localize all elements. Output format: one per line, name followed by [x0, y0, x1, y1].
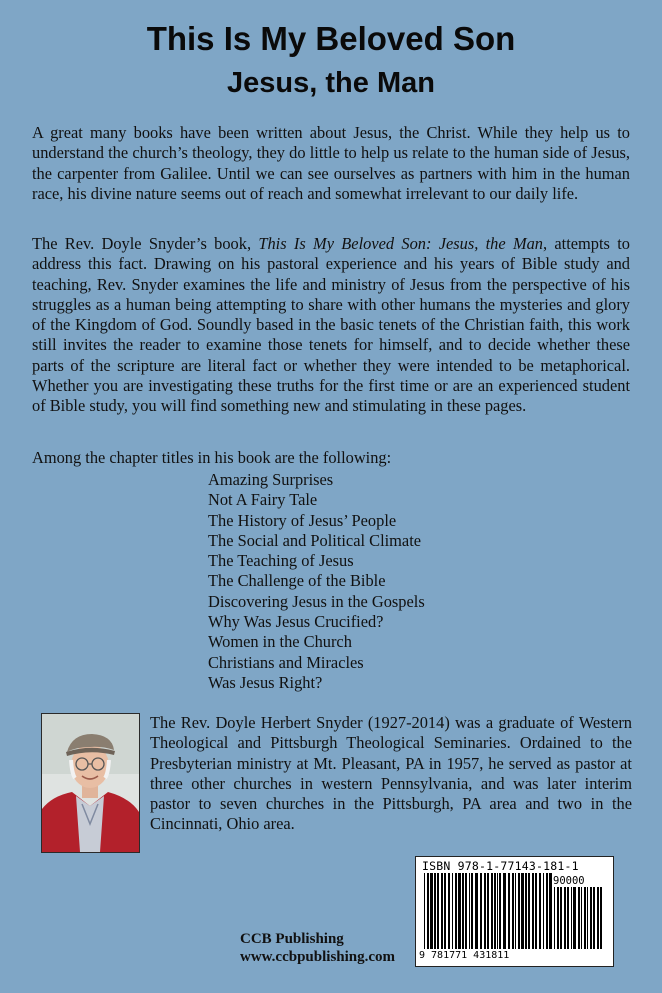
chapter-item: Amazing Surprises	[208, 470, 334, 489]
author-portrait-image	[42, 714, 139, 852]
barcode-stripe	[471, 873, 473, 949]
barcode-stripe	[593, 887, 595, 949]
barcode-stripe	[515, 873, 516, 949]
barcode-stripe	[549, 873, 552, 949]
barcode-stripe	[567, 887, 569, 949]
barcode-stripe	[564, 887, 566, 949]
barcode-stripe	[571, 887, 572, 949]
barcode-stripe	[503, 873, 506, 949]
barcode-stripe	[434, 873, 436, 949]
author-photo	[41, 713, 140, 853]
publisher-website: www.ccbpublishing.com	[240, 949, 396, 965]
barcode-stripe	[458, 873, 461, 949]
barcode-stripe	[512, 873, 514, 949]
barcode-stripe	[494, 873, 496, 949]
barcode-stripe	[427, 873, 429, 949]
chapter-item: Was Jesus Right?	[208, 672, 323, 692]
barcode-stripe	[491, 873, 493, 949]
barcode-stripe	[600, 887, 602, 949]
barcode-stripe	[452, 873, 453, 949]
barcode-stripe	[525, 873, 527, 949]
chapter-item: The History of Jesus’ People	[208, 510, 397, 530]
chapter-item: Not A Fairy Tale	[208, 490, 318, 510]
chapter-item: Why Was Jesus Crucified?	[208, 612, 384, 632]
barcode-stripe	[430, 873, 433, 949]
barcode-bars	[424, 873, 554, 949]
paragraph-2-rest: , attempts to address this fact. Drawing on his pastoral experience and his years of Bible study and teaching, Rev. Snyder examines the life and ministry of Jesus from the perspective of his struggles as a human being attempting to share with other humans the mysteries and glory of the Kingdom of God. Soundly based in the basic tenets of the Christian faith, this work still invites the reader to examine those tenets for himself, and to decide whether these parts of the scripture are literal fact or whether they were intended to be metaphorical. Whether you are investigating these truths for the first time or are an experienced student of Bible study, you will find something new and stimulating in these pages.	[32, 234, 630, 416]
barcode-stripe	[487, 873, 489, 949]
chapters-intro: Among the chapter titles in his book are the following:	[32, 448, 392, 467]
publisher-name: CCB Publishing	[240, 931, 344, 947]
author-bio: The Rev. Doyle Herbert Snyder (1927-2014) was a graduate of Western Theological and Pittsburgh Theological Seminaries. Ordained to the Presbyterian ministry at Mt. Pleasant, PA in 1957, he served as pastor at three other churches in western Pennsylvania, and was later interim pastor to seven churches in the Pittsburgh, PA area and two in the Cincinnati, Ohio area.	[150, 713, 632, 834]
isbn-barcode	[415, 856, 614, 967]
barcode-stripe	[587, 887, 588, 949]
barcode-stripe	[557, 887, 559, 949]
barcode-stripe	[518, 873, 520, 949]
barcode-stripe	[465, 873, 467, 949]
barcode-stripe	[469, 873, 470, 949]
barcode-stripe	[532, 873, 534, 949]
barcode-stripe	[444, 873, 446, 949]
barcode-digits: 9 781771 431811	[419, 950, 510, 961]
description-paragraph-2	[32, 234, 630, 417]
paragraph-2-prefix: The Rev. Doyle Snyder’s book,	[32, 234, 259, 253]
description-paragraph-1: A great many books have been written about Jesus, the Christ. While they help us to understand the church’s theology, they do little to help us relate to the human side of Jesus, the carpenter from Galilee. Until we can see ourselves as partners with him in the human race, his divine nature seems out of reach and somewhat irrelevant to our daily life.	[32, 123, 630, 203]
barcode-stripe	[584, 887, 586, 949]
barcode-stripe	[441, 873, 443, 949]
barcode-stripe	[560, 887, 562, 949]
barcode-stripe	[462, 873, 464, 949]
chapter-item: The Challenge of the Bible	[208, 571, 386, 591]
barcode-stripe	[455, 873, 457, 949]
barcode-stripe	[554, 887, 555, 949]
barcode-stripe	[521, 873, 524, 949]
chapter-item: Women in the Church	[208, 632, 352, 652]
chapter-item: The Teaching of Jesus	[208, 551, 354, 571]
barcode-stripe	[499, 873, 501, 949]
book-title: This Is My Beloved Son	[146, 20, 516, 57]
paragraph-2-book-title: This Is My Beloved Son: Jesus, the Man	[258, 234, 543, 253]
barcode-stripe	[448, 873, 450, 949]
barcode-stripe	[437, 873, 439, 949]
barcode-stripe	[539, 873, 541, 949]
barcode-stripe	[480, 873, 482, 949]
barcode-stripe	[597, 887, 599, 949]
barcode-stripe	[528, 873, 530, 949]
chapter-item: Discovering Jesus in the Gospels	[208, 591, 425, 611]
chapter-item: The Social and Political Climate	[208, 530, 422, 550]
barcode-stripe	[475, 873, 478, 949]
price-barcode-bars	[554, 887, 606, 953]
barcode-stripe	[508, 873, 510, 949]
barcode-stripe	[590, 887, 592, 949]
barcode-stripe	[543, 873, 544, 949]
price-code: 90000	[553, 875, 585, 887]
book-subtitle: Jesus, the Man	[227, 67, 435, 99]
chapter-list	[208, 470, 425, 693]
chapter-item: Christians and Miracles	[208, 652, 364, 672]
barcode-stripe	[484, 873, 486, 949]
barcode-stripe	[546, 873, 548, 949]
barcode-stripe	[578, 887, 580, 949]
barcode-stripe	[497, 873, 498, 949]
barcode-stripe	[535, 873, 537, 949]
barcode-stripe	[581, 887, 582, 949]
barcode-stripe	[424, 873, 425, 949]
isbn-number: ISBN 978-1-77143-181-1	[422, 859, 579, 873]
barcode-stripe	[573, 887, 576, 949]
